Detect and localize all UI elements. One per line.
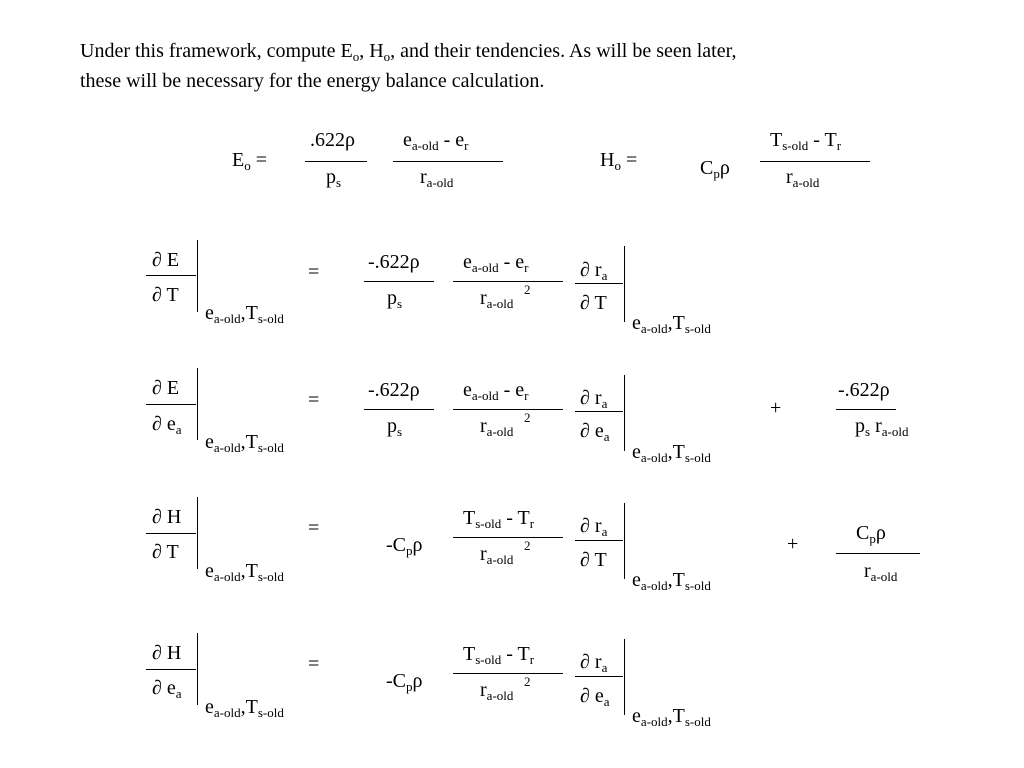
math-symbol: C [856, 522, 870, 544]
math-symbol: a-old [486, 424, 514, 439]
math-symbol: ∂ [152, 249, 162, 271]
math-symbol: ∂ [152, 284, 162, 306]
math-symbol: - [501, 507, 518, 529]
math-symbol: - [498, 251, 516, 273]
math-symbol: -C [386, 534, 406, 556]
eo-frac2-num [403, 129, 469, 153]
r1-lhs-den [152, 285, 179, 305]
math-symbol: p [713, 166, 720, 181]
r3-lhs-eval [205, 560, 284, 584]
r2-t3-eval-bar [624, 375, 625, 451]
r3-plus: + [787, 533, 799, 555]
r2-equals: = [308, 389, 320, 411]
r1-equals: = [308, 261, 320, 283]
r2-t4-num [838, 380, 890, 400]
r3-t3-den [580, 550, 607, 570]
math-symbol: = [620, 149, 638, 171]
math-symbol: .622 [310, 129, 345, 151]
math-symbol: e [594, 420, 604, 442]
intro-line-1 [80, 36, 980, 66]
math-symbol: e [632, 312, 641, 334]
math-symbol: r [420, 166, 427, 188]
intro-text: Under this framework, compute E [80, 40, 353, 62]
math-symbol: r [594, 259, 602, 281]
math-symbol: E [166, 249, 180, 271]
math-symbol: p [387, 287, 397, 309]
r4-equals: = [308, 653, 320, 675]
math-symbol: r [864, 560, 871, 582]
math-symbol: e [205, 696, 214, 718]
math-symbol: r [594, 515, 602, 537]
math-symbol: T [166, 541, 179, 563]
math-symbol: o [614, 158, 621, 173]
r4-t3-eval-bar [624, 639, 625, 715]
math-symbol: -.622 [368, 251, 410, 273]
r1-lhs-eval-bar [197, 240, 198, 312]
math-symbol: T [245, 696, 258, 718]
math-symbol: a [603, 694, 610, 709]
math-symbol: a-old [471, 260, 499, 275]
eo-frac2-bar [393, 161, 503, 162]
r3-t2-den-exp: 2 [524, 538, 531, 553]
math-symbol: a [601, 396, 608, 411]
math-symbol: s [397, 296, 403, 311]
math-symbol: T [594, 292, 607, 314]
math-symbol: ρ [412, 534, 423, 556]
r2-t3-bar [575, 411, 623, 412]
math-symbol: e [632, 569, 641, 591]
math-symbol: , [667, 569, 673, 591]
r1-t3-num [580, 259, 608, 283]
math-symbol: s-old [475, 652, 502, 667]
math-symbol: e [166, 677, 176, 699]
math-symbol: = [250, 149, 267, 171]
math-symbol: T [517, 507, 530, 529]
math-symbol: E [232, 149, 245, 171]
r3-t3-bar [575, 540, 623, 541]
r2-lhs-num [152, 378, 179, 398]
r2-lhs-eval [205, 431, 284, 455]
math-symbol: T [824, 129, 837, 151]
r4-t2-den-exp: 2 [524, 674, 531, 689]
math-symbol: r [875, 415, 882, 437]
math-symbol: s-old [257, 569, 284, 584]
math-symbol: H [166, 506, 182, 528]
eo-label [232, 149, 267, 173]
math-symbol: ∂ [580, 259, 590, 281]
math-symbol: T [463, 643, 476, 665]
r1-t1-num [368, 252, 420, 272]
math-symbol: ρ [875, 522, 886, 544]
r1-t2-den [480, 287, 514, 311]
math-symbol: s-old [257, 311, 284, 326]
math-symbol: a-old [213, 440, 241, 455]
math-symbol: - [501, 643, 518, 665]
math-symbol: a-old [640, 578, 668, 593]
math-symbol: H [600, 149, 615, 171]
math-symbol: -.622 [838, 379, 880, 401]
r3-lhs-den [152, 542, 179, 562]
math-symbol: T [166, 284, 179, 306]
math-symbol: e [463, 251, 472, 273]
math-symbol: ρ [345, 129, 355, 151]
r4-t3-bar [575, 676, 623, 677]
math-symbol: s [397, 424, 403, 439]
r2-lhs-eval-bar [197, 368, 198, 440]
math-symbol: r [524, 260, 529, 275]
math-symbol: , [667, 312, 673, 334]
r2-t2-bar [453, 409, 563, 410]
r1-t1-bar [364, 281, 434, 282]
r1-lhs-eval [205, 302, 284, 326]
r3-t2-bar [453, 537, 563, 538]
math-symbol: ∂ [152, 413, 162, 435]
r3-lhs-num [152, 507, 181, 527]
math-symbol: p [387, 415, 397, 437]
math-symbol: s-old [475, 516, 502, 531]
math-symbol: s-old [257, 440, 284, 455]
math-symbol: a [601, 268, 608, 283]
r1-t2-num [463, 251, 529, 275]
math-symbol: , [240, 431, 246, 453]
math-symbol: T [672, 441, 685, 463]
math-symbol: ∂ [152, 677, 162, 699]
math-symbol: ρ [879, 379, 890, 401]
math-symbol: -C [386, 670, 406, 692]
intro-sub: o [352, 49, 360, 64]
math-symbol: e [205, 431, 214, 453]
math-symbol: ∂ [152, 506, 162, 528]
math-symbol: ∂ [580, 387, 590, 409]
math-symbol: T [672, 569, 685, 591]
r2-lhs-bar [146, 404, 196, 405]
math-symbol: H [166, 642, 182, 664]
r1-lhs-bar [146, 275, 196, 276]
math-symbol: ∂ [152, 377, 162, 399]
math-symbol: s [865, 424, 871, 439]
r3-t4-num [856, 522, 886, 546]
r2-t1-num [368, 380, 420, 400]
math-symbol: p [406, 543, 413, 558]
eo-frac1-bar [305, 161, 367, 162]
r2-t2-num [463, 379, 529, 403]
r4-t2-bar [453, 673, 563, 674]
ho-frac-den [786, 166, 820, 190]
r4-t2-num [463, 643, 535, 667]
math-symbol: p [855, 415, 865, 437]
math-symbol: r [836, 138, 842, 153]
r1-t3-eval [632, 312, 711, 336]
math-symbol: , [240, 302, 246, 324]
eo-frac1-den [326, 166, 342, 190]
math-symbol: o [244, 158, 251, 173]
math-symbol: e [166, 413, 176, 435]
math-symbol: ρ [409, 379, 420, 401]
math-symbol: a-old [213, 569, 241, 584]
r1-t3-bar [575, 283, 623, 284]
math-symbol: r [529, 516, 535, 531]
r3-t2-den [480, 543, 514, 567]
math-symbol: a-old [486, 296, 514, 311]
math-symbol: r [480, 287, 487, 309]
math-symbol: s-old [257, 705, 284, 720]
r2-t4-bar [836, 409, 896, 410]
r2-t3-eval [632, 441, 711, 465]
r3-t3-eval-bar [624, 503, 625, 579]
math-symbol: T [245, 560, 258, 582]
r4-lhs-num [152, 643, 181, 663]
math-symbol: E [166, 377, 180, 399]
math-symbol: a-old [213, 311, 241, 326]
math-symbol: - [498, 379, 516, 401]
math-symbol: s-old [684, 714, 711, 729]
r1-t2-den-exp: 2 [524, 282, 531, 297]
math-symbol: C [700, 157, 714, 179]
math-symbol: T [594, 549, 607, 571]
math-symbol: , [240, 560, 246, 582]
math-symbol: s-old [782, 138, 809, 153]
r2-t3-den [580, 420, 610, 444]
math-symbol: , [240, 696, 246, 718]
math-symbol: s-old [684, 321, 711, 336]
r3-t3-eval [632, 569, 711, 593]
math-symbol: a-old [471, 388, 499, 403]
math-symbol: r [524, 388, 529, 403]
math-symbol: ∂ [580, 292, 590, 314]
r2-t1-bar [364, 409, 434, 410]
math-symbol: e [515, 379, 525, 401]
math-symbol: ∂ [580, 651, 590, 673]
intro-sub: o [383, 49, 391, 64]
r1-t3-den [580, 293, 607, 313]
math-symbol: a-old [426, 175, 454, 190]
r2-t2-den-exp: 2 [524, 410, 531, 425]
r4-t2-den [480, 679, 514, 703]
r3-t3-num [580, 515, 608, 539]
r4-t3-eval [632, 705, 711, 729]
r4-t3-den [580, 685, 610, 709]
math-symbol: T [245, 302, 258, 324]
math-symbol: r [480, 415, 487, 437]
r3-t4-den [864, 560, 898, 584]
math-symbol: , [667, 441, 673, 463]
math-symbol: e [403, 129, 412, 151]
intro-paragraph [80, 36, 980, 96]
math-symbol: e [515, 251, 525, 273]
math-symbol: p [869, 531, 876, 546]
math-symbol: , [667, 705, 673, 727]
math-symbol: a-old [640, 714, 668, 729]
r2-t2-den [480, 415, 514, 439]
intro-text: , and their tendencies. As will be seen later, [390, 40, 737, 62]
r3-lhs-bar [146, 533, 196, 534]
math-symbol: p [406, 679, 413, 694]
math-symbol: r [480, 543, 487, 565]
r3-t4-bar [836, 553, 920, 554]
math-symbol: a [601, 660, 608, 675]
math-symbol: e [594, 685, 604, 707]
math-symbol: a-old [486, 552, 514, 567]
r1-t3-eval-bar [624, 246, 625, 322]
math-symbol: s [336, 175, 342, 190]
r4-lhs-eval-bar [197, 633, 198, 705]
math-symbol: ∂ [580, 515, 590, 537]
math-symbol: e [205, 560, 214, 582]
math-symbol: ρ [412, 670, 423, 692]
r3-t1 [386, 534, 423, 558]
r1-lhs-num [152, 250, 179, 270]
r1-t1-den [387, 287, 403, 311]
math-symbol: a-old [640, 321, 668, 336]
r3-equals: = [308, 517, 320, 539]
math-symbol: a-old [870, 569, 898, 584]
math-symbol: T [770, 129, 783, 151]
math-symbol: a-old [792, 175, 820, 190]
math-symbol: r [480, 679, 487, 701]
math-symbol: a-old [640, 450, 668, 465]
math-symbol: r [529, 652, 535, 667]
math-symbol: T [245, 431, 258, 453]
math-symbol: ∂ [580, 420, 590, 442]
math-symbol: - [808, 129, 825, 151]
r2-t1-den [387, 415, 403, 439]
math-symbol: e [632, 705, 641, 727]
intro-line-2: these will be necessary for the energy balance calculation. [80, 70, 545, 92]
math-symbol: T [463, 507, 476, 529]
r2-lhs-den [152, 413, 182, 437]
math-symbol: r [594, 387, 602, 409]
r1-t2-bar [453, 281, 563, 282]
math-symbol: r [786, 166, 793, 188]
r4-lhs-eval [205, 696, 284, 720]
math-symbol: a [175, 422, 182, 437]
math-symbol: a-old [486, 688, 514, 703]
math-symbol: ∂ [580, 685, 590, 707]
math-symbol: e [463, 379, 472, 401]
intro-text: , H [359, 40, 384, 62]
math-symbol: - [438, 129, 456, 151]
math-symbol: s-old [684, 578, 711, 593]
r3-t2-num [463, 507, 535, 531]
r2-plus: + [770, 397, 782, 419]
math-symbol: T [672, 312, 685, 334]
math-symbol: e [455, 129, 465, 151]
r4-lhs-bar [146, 669, 196, 670]
math-symbol: ρ [719, 157, 730, 179]
math-symbol: a-old [881, 424, 909, 439]
math-symbol: a [175, 686, 182, 701]
math-symbol: ∂ [152, 642, 162, 664]
math-symbol: -.622 [368, 379, 410, 401]
eo-frac1-num [310, 130, 355, 150]
ho-label [600, 149, 638, 173]
ho-frac-bar [760, 161, 870, 162]
math-symbol: T [517, 643, 530, 665]
math-symbol: T [672, 705, 685, 727]
math-symbol: a [603, 429, 610, 444]
r2-t3-num [580, 387, 608, 411]
math-symbol: r [464, 138, 469, 153]
math-symbol: a [601, 524, 608, 539]
math-symbol: e [632, 441, 641, 463]
math-symbol: a-old [213, 705, 241, 720]
r4-lhs-den [152, 677, 182, 701]
math-symbol: ρ [409, 251, 420, 273]
ho-frac-num [770, 129, 842, 153]
math-symbol: ∂ [580, 549, 590, 571]
math-symbol: s-old [684, 450, 711, 465]
r4-t1 [386, 670, 423, 694]
eo-frac2-den [420, 166, 454, 190]
r4-t3-num [580, 651, 608, 675]
math-symbol: e [205, 302, 214, 324]
ho-coeff [700, 157, 730, 181]
math-symbol: ∂ [152, 541, 162, 563]
math-symbol: r [594, 651, 602, 673]
r2-t4-den [855, 415, 909, 439]
math-symbol: p [326, 166, 336, 188]
math-symbol: a-old [411, 138, 439, 153]
r3-lhs-eval-bar [197, 497, 198, 569]
